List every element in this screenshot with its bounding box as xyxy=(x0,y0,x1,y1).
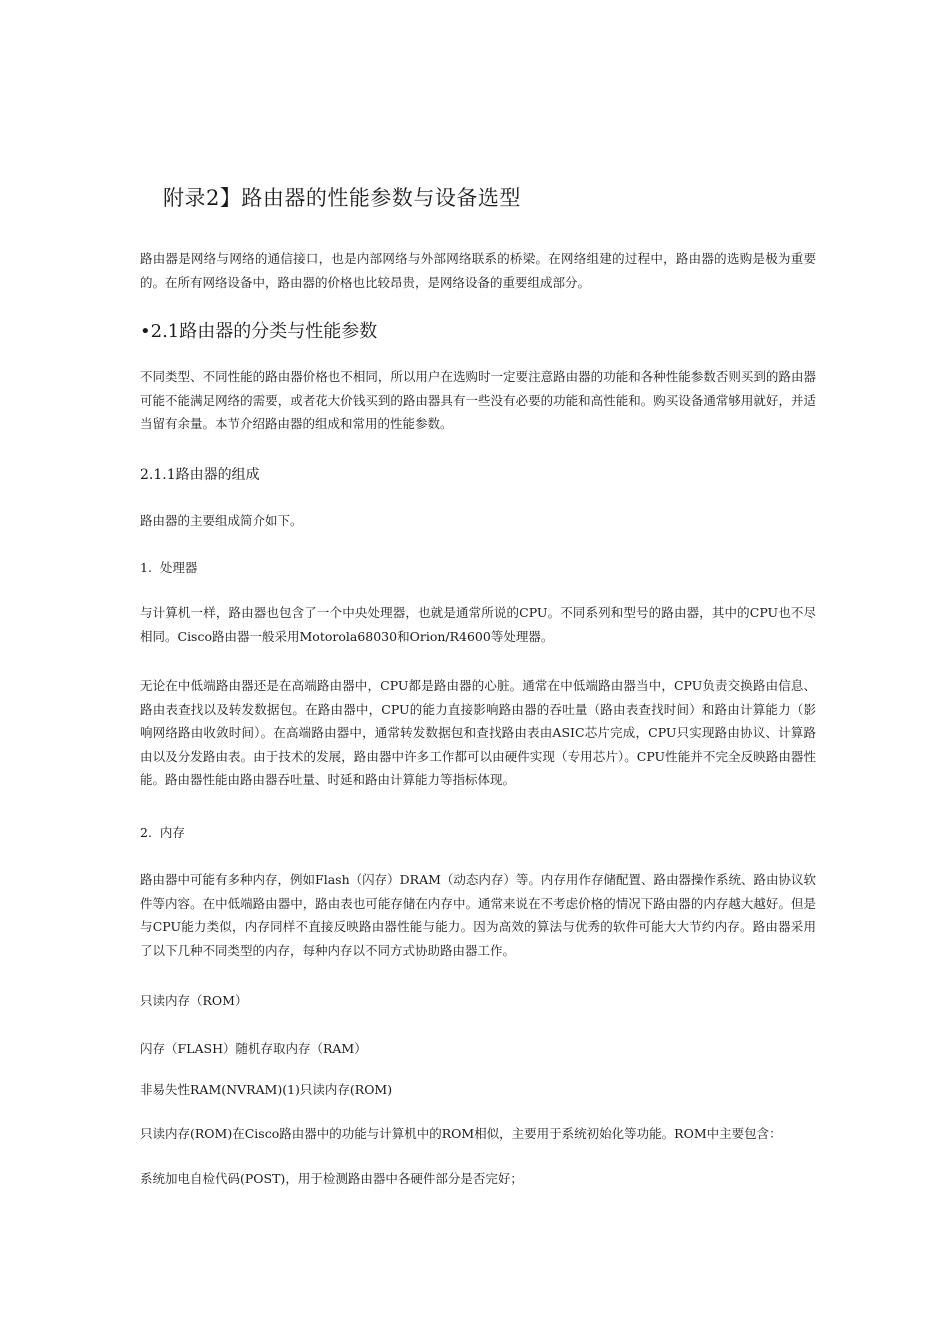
memory-type-flash-ram: 闪存（FLASH）随机存取内存（RAM） xyxy=(140,1041,367,1056)
rom-description: 只读内存(ROM)在Cisco路由器中的功能与计算机中的ROM相似，主要用于系统初始化等功能。ROM中主要包含： xyxy=(140,1126,782,1141)
memory-type-nvram: 非易失性RAM(NVRAM)(1)只读内存(ROM) xyxy=(140,1082,393,1097)
composition-intro: 路由器的主要组成简介如下。 xyxy=(140,513,303,528)
processor-paragraph-1: 与计算机一样，路由器也包含了一个中央处理器，也就是通常所说的CPU。不同系列和型号的路由器，其中的CPU也不尽相同。Cisco路由器一般采用Motorola68030和Orion/R4600等处理器。 xyxy=(140,605,816,644)
memory-type-rom: 只读内存（ROM） xyxy=(140,993,248,1008)
document-title: 附录2】路由器的性能参数与设备选型 xyxy=(163,186,521,210)
item-heading-memory: 2. 内存 xyxy=(140,825,185,840)
section-2-1-paragraph: 不同类型、不同性能的路由器价格也不相同，所以用户在选购时一定要注意路由器的功能和各种性能参数否则买到的路由器可能不能满足网络的需要，或者花大价钱买到的路由器具有一些没有必要的功能和高性能和。购买设备通常够用就好，并适当留有余量。本节介绍路由器的组成和常用的性能参数。 xyxy=(140,369,816,431)
post-description: 系统加电自检代码(POST)，用于检测路由器中各硬件部分是否完好； xyxy=(140,1171,523,1186)
item-heading-processor: 1. 处理器 xyxy=(140,560,198,575)
processor-paragraph-2: 无论在中低端路由器还是在高端路由器中，CPU都是路由器的心脏。通常在中低端路由器当中，CPU负责交换路由信息、路由表查找以及转发数据包。在路由器中，CPU的能力直接影响路由器的吞吐量（路由表查找时间）和路由计算能力（影响网络路由收敛时间）。在高端路由器中，通常转发数据包和查找路由表由ASIC芯片完成，CPU只实现路由协议、计算路由以及分发路由表。由于技术的发展，路由器中许多工作都可以由硬件实现（专用芯片）。CPU性能并不完全反映路由器性能。路由器性能由路由器吞吐量、时延和路由计算能力等指标体现。 xyxy=(140,678,816,787)
section-heading-2-1: •2.1路由器的分类与性能参数 xyxy=(140,321,378,342)
memory-paragraph: 路由器中可能有多种内存，例如Flash（闪存）DRAM（动态内存）等。内存用作存储配置、路由器操作系统、路由协议软件等内容。在中低端路由器中，路由表也可能存储在内存中。通常来说在不考虑价格的情况下路由器的内存越大越好。但是与CPU能力类似，内存同样不直接反映路由器性能与能力。因为高效的算法与优秀的软件可能大大节约内存。路由器采用了以下几种不同类型的内存，每种内存以不同方式协助路由器工作。 xyxy=(140,872,816,958)
intro-paragraph: 路由器是网络与网络的通信接口，也是内部网络与外部网络联系的桥梁。在网络组建的过程中，路由器的选购是极为重要的。在所有网络设备中，路由器的价格也比较昂贵，是网络设备的重要组成部分。 xyxy=(140,251,816,290)
section-heading-2-1-1: 2.1.1路由器的组成 xyxy=(140,467,260,483)
